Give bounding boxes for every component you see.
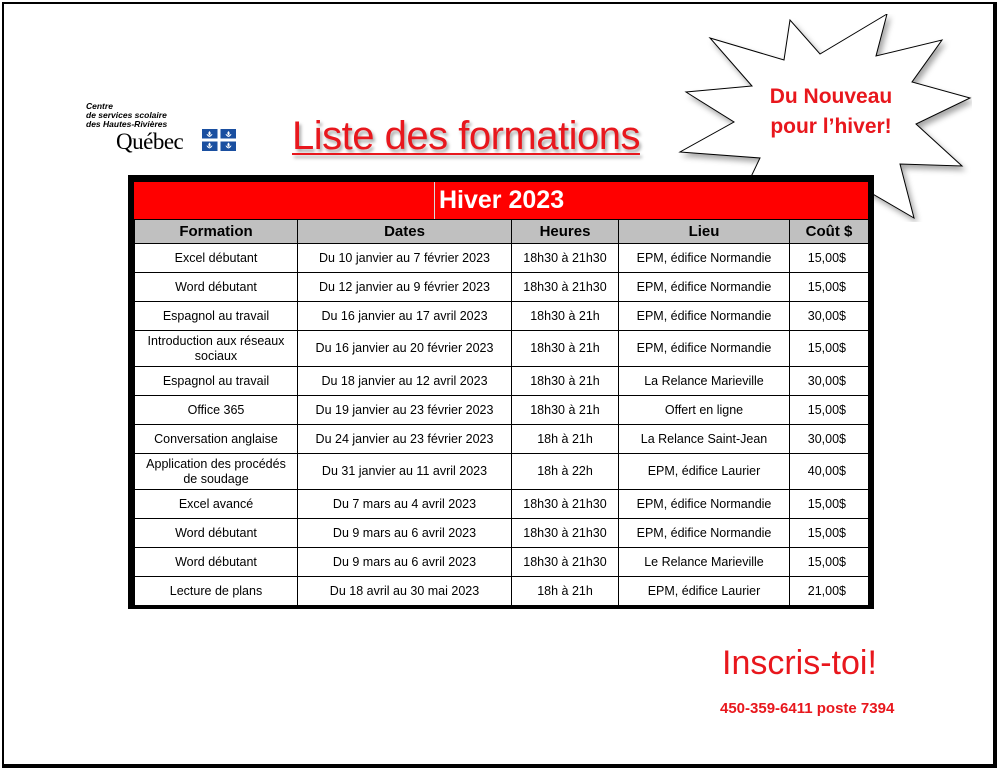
header-heures: Heures bbox=[512, 220, 619, 244]
cell-lieu: EPM, édifice Normandie bbox=[619, 302, 790, 331]
cell-dates: Du 31 janvier au 11 avril 2023 bbox=[298, 454, 512, 490]
cell-heures: 18h30 à 21h30 bbox=[512, 273, 619, 302]
cell-heures: 18h à 22h bbox=[512, 454, 619, 490]
cell-lieu: La Relance Saint-Jean bbox=[619, 425, 790, 454]
cell-cout: 15,00$ bbox=[790, 331, 869, 367]
cell-formation: Introduction aux réseaux sociaux bbox=[135, 331, 298, 367]
cell-formation: Office 365 bbox=[135, 396, 298, 425]
cell-heures: 18h30 à 21h30 bbox=[512, 244, 619, 273]
cell-dates: Du 10 janvier au 7 février 2023 bbox=[298, 244, 512, 273]
cell-heures: 18h30 à 21h bbox=[512, 302, 619, 331]
cell-formation: Word débutant bbox=[135, 548, 298, 577]
table-row bbox=[135, 425, 869, 454]
cell-cout: 30,00$ bbox=[790, 367, 869, 396]
cell-lieu: EPM, édifice Laurier bbox=[619, 454, 790, 490]
cell-lieu: Le Relance Marieville bbox=[619, 548, 790, 577]
quebec-logo bbox=[86, 102, 246, 157]
cell-lieu: EPM, édifice Normandie bbox=[619, 331, 790, 367]
cell-lieu: La Relance Marieville bbox=[619, 367, 790, 396]
cell-lieu: EPM, édifice Normandie bbox=[619, 519, 790, 548]
season-label: Hiver 2023 bbox=[434, 182, 564, 219]
burst-text bbox=[676, 82, 986, 142]
table-row bbox=[135, 273, 869, 302]
cell-heures: 18h à 21h bbox=[512, 577, 619, 606]
cell-formation: Word débutant bbox=[135, 273, 298, 302]
cell-dates: Du 7 mars au 4 avril 2023 bbox=[298, 490, 512, 519]
cell-heures: 18h30 à 21h30 bbox=[512, 519, 619, 548]
cell-dates: Du 9 mars au 6 avril 2023 bbox=[298, 548, 512, 577]
cell-dates: Du 9 mars au 6 avril 2023 bbox=[298, 519, 512, 548]
burst-line-2: pour l’hiver! bbox=[770, 115, 892, 138]
header-formation: Formation bbox=[135, 220, 298, 244]
table-row bbox=[135, 302, 869, 331]
cell-formation: Excel débutant bbox=[135, 244, 298, 273]
cell-cout: 15,00$ bbox=[790, 244, 869, 273]
table-header-row bbox=[135, 220, 869, 244]
cell-dates: Du 18 janvier au 12 avril 2023 bbox=[298, 367, 512, 396]
cell-heures: 18h à 21h bbox=[512, 425, 619, 454]
header-dates: Dates bbox=[298, 220, 512, 244]
cell-cout: 15,00$ bbox=[790, 396, 869, 425]
cell-dates: Du 19 janvier au 23 février 2023 bbox=[298, 396, 512, 425]
cell-lieu: Offert en ligne bbox=[619, 396, 790, 425]
cell-lieu: EPM, édifice Normandie bbox=[619, 490, 790, 519]
cell-lieu: EPM, édifice Normandie bbox=[619, 273, 790, 302]
cell-heures: 18h30 à 21h bbox=[512, 331, 619, 367]
cell-lieu: EPM, édifice Normandie bbox=[619, 244, 790, 273]
cell-formation: Word débutant bbox=[135, 519, 298, 548]
header-cout: Coût $ bbox=[790, 220, 869, 244]
courses-table-frame bbox=[128, 175, 874, 609]
table-row bbox=[135, 548, 869, 577]
cell-cout: 30,00$ bbox=[790, 425, 869, 454]
table-row bbox=[135, 490, 869, 519]
table-row bbox=[135, 331, 869, 367]
logo-quebec-wordmark: Québec bbox=[116, 129, 184, 154]
cell-formation: Excel avancé bbox=[135, 490, 298, 519]
courses-table bbox=[134, 219, 869, 606]
cell-dates: Du 12 janvier au 9 février 2023 bbox=[298, 273, 512, 302]
logo-line-2: de services scolaire bbox=[86, 110, 167, 120]
header-lieu: Lieu bbox=[619, 220, 790, 244]
cell-formation: Espagnol au travail bbox=[135, 302, 298, 331]
cell-cout: 15,00$ bbox=[790, 519, 869, 548]
table-row bbox=[135, 244, 869, 273]
page-title: Liste des formations bbox=[292, 114, 640, 158]
season-bar bbox=[134, 182, 868, 219]
cell-lieu: EPM, édifice Laurier bbox=[619, 577, 790, 606]
cell-cout: 15,00$ bbox=[790, 273, 869, 302]
cell-cout: 21,00$ bbox=[790, 577, 869, 606]
cell-cout: 15,00$ bbox=[790, 548, 869, 577]
cell-dates: Du 16 janvier au 17 avril 2023 bbox=[298, 302, 512, 331]
quebec-fleur-de-lis-flag-icon bbox=[202, 129, 236, 151]
logo-line-3: des Hautes-Rivières bbox=[86, 119, 168, 129]
cell-dates: Du 24 janvier au 23 février 2023 bbox=[298, 425, 512, 454]
logo-line-1: Centre bbox=[86, 101, 113, 111]
table-row bbox=[135, 577, 869, 606]
cell-cout: 40,00$ bbox=[790, 454, 869, 490]
phone-number: 450-359-6411 poste 7394 bbox=[720, 700, 895, 717]
cell-heures: 18h30 à 21h30 bbox=[512, 548, 619, 577]
table-row bbox=[135, 454, 869, 490]
cell-cout: 15,00$ bbox=[790, 490, 869, 519]
table-row bbox=[135, 519, 869, 548]
cell-formation: Conversation anglaise bbox=[135, 425, 298, 454]
cell-cout: 30,00$ bbox=[790, 302, 869, 331]
cell-heures: 18h30 à 21h bbox=[512, 396, 619, 425]
cell-formation: Application des procédés de soudage bbox=[135, 454, 298, 490]
signup-call-to-action: Inscris-toi! bbox=[722, 644, 877, 682]
cell-heures: 18h30 à 21h30 bbox=[512, 490, 619, 519]
cell-dates: Du 16 janvier au 20 février 2023 bbox=[298, 331, 512, 367]
table-row bbox=[135, 367, 869, 396]
burst-line-1: Du Nouveau bbox=[769, 85, 893, 108]
cell-formation: Espagnol au travail bbox=[135, 367, 298, 396]
cell-dates: Du 18 avril au 30 mai 2023 bbox=[298, 577, 512, 606]
cell-heures: 18h30 à 21h bbox=[512, 367, 619, 396]
table-row bbox=[135, 396, 869, 425]
cell-formation: Lecture de plans bbox=[135, 577, 298, 606]
